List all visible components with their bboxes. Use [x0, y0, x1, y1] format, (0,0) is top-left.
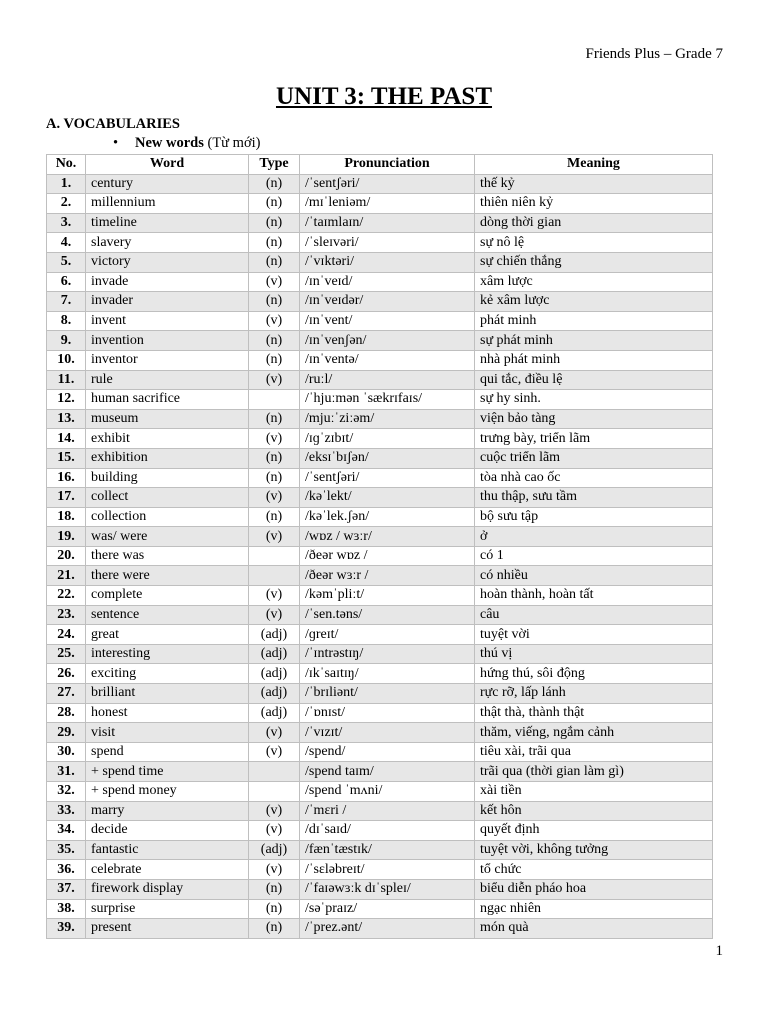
- cell-number: 33.: [47, 801, 86, 821]
- cell-number: 30.: [47, 742, 86, 762]
- cell-word: + spend money: [86, 782, 249, 802]
- table-row: [47, 703, 713, 723]
- cell-number: 2.: [47, 194, 86, 214]
- table-row: [47, 468, 713, 488]
- cell-meaning: kết hôn: [475, 801, 713, 821]
- cell-number: 13.: [47, 409, 86, 429]
- cell-word: invention: [86, 331, 249, 351]
- cell-number: 38.: [47, 899, 86, 919]
- cell-meaning: kẻ xâm lược: [475, 292, 713, 312]
- table-row: [47, 625, 713, 645]
- cell-meaning: bộ sưu tập: [475, 507, 713, 527]
- cell-meaning: hoàn thành, hoàn tất: [475, 586, 713, 606]
- bullet-icon: •: [113, 135, 119, 151]
- cell-type: (n): [249, 468, 300, 488]
- cell-meaning: món quà: [475, 919, 713, 939]
- cell-type: (n): [249, 252, 300, 272]
- table-row: [47, 664, 713, 684]
- cell-type: (n): [249, 213, 300, 233]
- cell-number: 36.: [47, 860, 86, 880]
- cell-type: (adj): [249, 840, 300, 860]
- cell-word: honest: [86, 703, 249, 723]
- cell-pronunciation: /ˈvɪzɪt/: [300, 723, 475, 743]
- cell-type: (n): [249, 409, 300, 429]
- cell-type: [249, 566, 300, 586]
- table-row: [47, 370, 713, 390]
- cell-word: invent: [86, 311, 249, 331]
- bullet-new-words: [113, 135, 260, 152]
- cell-pronunciation: /spend taɪm/: [300, 762, 475, 782]
- cell-type: (v): [249, 586, 300, 606]
- header-course-name: Friends Plus – Grade 7: [585, 46, 723, 62]
- table-row: [47, 429, 713, 449]
- cell-type: (adj): [249, 703, 300, 723]
- cell-pronunciation: /kəˈlek.ʃən/: [300, 507, 475, 527]
- table-row: [47, 723, 713, 743]
- cell-pronunciation: /ɪnˈveɪd/: [300, 272, 475, 292]
- table-row: [47, 448, 713, 468]
- table-row: [47, 390, 713, 410]
- cell-type: (v): [249, 488, 300, 508]
- cell-meaning: ở: [475, 527, 713, 547]
- cell-meaning: có 1: [475, 546, 713, 566]
- cell-pronunciation: /ɪnˈvenʃən/: [300, 331, 475, 351]
- cell-pronunciation: /mɪˈleniəm/: [300, 194, 475, 214]
- cell-word: visit: [86, 723, 249, 743]
- cell-type: (n): [249, 350, 300, 370]
- table-row: [47, 684, 713, 704]
- cell-type: (n): [249, 919, 300, 939]
- cell-pronunciation: /ˈtaɪmlaɪn/: [300, 213, 475, 233]
- cell-meaning: cuộc triển lãm: [475, 448, 713, 468]
- cell-number: 34.: [47, 821, 86, 841]
- table-row: [47, 213, 713, 233]
- cell-word: exhibit: [86, 429, 249, 449]
- cell-type: (v): [249, 801, 300, 821]
- cell-type: (n): [249, 879, 300, 899]
- cell-word: victory: [86, 252, 249, 272]
- cell-pronunciation: /ˈfaɪəwɜːk dɪˈspleɪ/: [300, 879, 475, 899]
- cell-type: (n): [249, 292, 300, 312]
- cell-word: exciting: [86, 664, 249, 684]
- cell-word: museum: [86, 409, 249, 429]
- table-row: [47, 860, 713, 880]
- cell-number: 17.: [47, 488, 86, 508]
- table-row: [47, 311, 713, 331]
- cell-meaning: biểu diễn pháo hoa: [475, 879, 713, 899]
- cell-pronunciation: /eksɪˈbɪʃən/: [300, 448, 475, 468]
- cell-word: firework display: [86, 879, 249, 899]
- cell-number: 23.: [47, 605, 86, 625]
- cell-type: (v): [249, 527, 300, 547]
- cell-pronunciation: /ˈsleɪvəri/: [300, 233, 475, 253]
- cell-number: 24.: [47, 625, 86, 645]
- cell-pronunciation: /ɪnˈveɪdər/: [300, 292, 475, 312]
- cell-meaning: ngạc nhiên: [475, 899, 713, 919]
- cell-word: present: [86, 919, 249, 939]
- cell-type: (v): [249, 311, 300, 331]
- cell-meaning: nhà phát minh: [475, 350, 713, 370]
- cell-meaning: thăm, viếng, ngắm cảnh: [475, 723, 713, 743]
- cell-number: 5.: [47, 252, 86, 272]
- cell-pronunciation: /ˈsɛləbreɪt/: [300, 860, 475, 880]
- table-row: [47, 879, 713, 899]
- cell-word: exhibition: [86, 448, 249, 468]
- cell-number: 11.: [47, 370, 86, 390]
- column-header-meaning: Meaning: [475, 155, 713, 175]
- table-row: [47, 919, 713, 939]
- cell-meaning: rực rỡ, lấp lánh: [475, 684, 713, 704]
- table-row: [47, 762, 713, 782]
- cell-meaning: trưng bày, triển lãm: [475, 429, 713, 449]
- cell-number: 16.: [47, 468, 86, 488]
- table-row: [47, 782, 713, 802]
- cell-pronunciation: /ˈsentʃəri/: [300, 468, 475, 488]
- cell-number: 39.: [47, 919, 86, 939]
- cell-pronunciation: /ˈhjuːmən ˈsækrɪfaɪs/: [300, 390, 475, 410]
- cell-pronunciation: /fænˈtæstɪk/: [300, 840, 475, 860]
- cell-type: (n): [249, 194, 300, 214]
- cell-type: (n): [249, 174, 300, 194]
- cell-meaning: viện bảo tàng: [475, 409, 713, 429]
- bullet-subtext: (Từ mới): [203, 135, 261, 151]
- cell-pronunciation: /kəmˈpliːt/: [300, 586, 475, 606]
- cell-pronunciation: /ˈsentʃəri/: [300, 174, 475, 194]
- cell-number: 32.: [47, 782, 86, 802]
- cell-word: slavery: [86, 233, 249, 253]
- cell-pronunciation: /ˈbrɪliənt/: [300, 684, 475, 704]
- table-row: [47, 409, 713, 429]
- cell-word: was/ were: [86, 527, 249, 547]
- cell-meaning: hứng thú, sôi động: [475, 664, 713, 684]
- cell-pronunciation: /ˈprez.ənt/: [300, 919, 475, 939]
- cell-type: (adj): [249, 625, 300, 645]
- table-row: [47, 194, 713, 214]
- cell-pronunciation: /kəˈlekt/: [300, 488, 475, 508]
- cell-meaning: dòng thời gian: [475, 213, 713, 233]
- table-row: [47, 331, 713, 351]
- cell-word: invade: [86, 272, 249, 292]
- cell-meaning: quyết định: [475, 821, 713, 841]
- cell-meaning: thế kỷ: [475, 174, 713, 194]
- cell-number: 20.: [47, 546, 86, 566]
- cell-pronunciation: /ɪnˈventə/: [300, 350, 475, 370]
- cell-type: (adj): [249, 684, 300, 704]
- cell-number: 18.: [47, 507, 86, 527]
- cell-meaning: câu: [475, 605, 713, 625]
- cell-number: 25.: [47, 644, 86, 664]
- cell-type: (v): [249, 370, 300, 390]
- cell-word: sentence: [86, 605, 249, 625]
- vocabulary-table: [46, 154, 713, 939]
- cell-number: 26.: [47, 664, 86, 684]
- cell-meaning: thu thập, sưu tầm: [475, 488, 713, 508]
- unit-title: UNIT 3: THE PAST: [275, 83, 493, 110]
- cell-pronunciation: /ˈɒnɪst/: [300, 703, 475, 723]
- cell-pronunciation: /spend/: [300, 742, 475, 762]
- cell-type: (adj): [249, 664, 300, 684]
- table-row: [47, 742, 713, 762]
- cell-number: 35.: [47, 840, 86, 860]
- cell-pronunciation: /wɒz / wɜːr/: [300, 527, 475, 547]
- cell-meaning: sự hy sinh.: [475, 390, 713, 410]
- cell-number: 14.: [47, 429, 86, 449]
- cell-number: 27.: [47, 684, 86, 704]
- cell-word: brilliant: [86, 684, 249, 704]
- cell-meaning: có nhiều: [475, 566, 713, 586]
- table-row: [47, 801, 713, 821]
- cell-number: 7.: [47, 292, 86, 312]
- table-body: [47, 174, 713, 938]
- table-row: [47, 272, 713, 292]
- cell-number: 19.: [47, 527, 86, 547]
- cell-meaning: xâm lược: [475, 272, 713, 292]
- table-header-row: [47, 155, 713, 175]
- cell-number: 1.: [47, 174, 86, 194]
- cell-pronunciation: /ɪnˈvent/: [300, 311, 475, 331]
- cell-word: building: [86, 468, 249, 488]
- cell-type: (n): [249, 899, 300, 919]
- cell-pronunciation: /ðeər wɜːr /: [300, 566, 475, 586]
- cell-number: 15.: [47, 448, 86, 468]
- cell-word: decide: [86, 821, 249, 841]
- cell-number: 22.: [47, 586, 86, 606]
- cell-number: 9.: [47, 331, 86, 351]
- cell-pronunciation: /ɪɡˈzɪbɪt/: [300, 429, 475, 449]
- column-header-word: Word: [86, 155, 249, 175]
- cell-type: (v): [249, 860, 300, 880]
- cell-type: (v): [249, 429, 300, 449]
- table-row: [47, 840, 713, 860]
- cell-word: fantastic: [86, 840, 249, 860]
- cell-number: 31.: [47, 762, 86, 782]
- cell-number: 6.: [47, 272, 86, 292]
- cell-word: spend: [86, 742, 249, 762]
- cell-pronunciation: /mjuːˈziːəm/: [300, 409, 475, 429]
- cell-word: invader: [86, 292, 249, 312]
- cell-word: marry: [86, 801, 249, 821]
- cell-pronunciation: /ɪkˈsaɪtɪŋ/: [300, 664, 475, 684]
- cell-pronunciation: /ˈvɪktəri/: [300, 252, 475, 272]
- cell-pronunciation: /ruːl/: [300, 370, 475, 390]
- cell-word: human sacrifice: [86, 390, 249, 410]
- cell-word: complete: [86, 586, 249, 606]
- table-row: [47, 488, 713, 508]
- section-heading: A. VOCABULARIES: [46, 116, 180, 132]
- table-row: [47, 174, 713, 194]
- cell-meaning: tuyệt vời: [475, 625, 713, 645]
- cell-type: (v): [249, 605, 300, 625]
- cell-word: there was: [86, 546, 249, 566]
- table-row: [47, 899, 713, 919]
- cell-number: 12.: [47, 390, 86, 410]
- cell-word: + spend time: [86, 762, 249, 782]
- cell-type: (n): [249, 507, 300, 527]
- column-header-type: Type: [249, 155, 300, 175]
- table-row: [47, 527, 713, 547]
- cell-type: [249, 782, 300, 802]
- cell-pronunciation: /spend ˈmʌni/: [300, 782, 475, 802]
- bullet-bold-text: New words: [135, 135, 204, 151]
- cell-number: 37.: [47, 879, 86, 899]
- cell-type: (n): [249, 331, 300, 351]
- table-row: [47, 252, 713, 272]
- cell-number: 10.: [47, 350, 86, 370]
- cell-type: (adj): [249, 644, 300, 664]
- cell-word: interesting: [86, 644, 249, 664]
- cell-pronunciation: /səˈpraɪz/: [300, 899, 475, 919]
- cell-meaning: thiên niên kỷ: [475, 194, 713, 214]
- cell-number: 28.: [47, 703, 86, 723]
- cell-type: (n): [249, 448, 300, 468]
- cell-meaning: tiêu xài, trãi qua: [475, 742, 713, 762]
- cell-pronunciation: /ˈɪntrəstɪŋ/: [300, 644, 475, 664]
- cell-type: [249, 762, 300, 782]
- cell-pronunciation: /ðeər wɒz /: [300, 546, 475, 566]
- cell-type: (n): [249, 233, 300, 253]
- cell-meaning: sự nô lệ: [475, 233, 713, 253]
- cell-word: collect: [86, 488, 249, 508]
- table-row: [47, 507, 713, 527]
- cell-word: inventor: [86, 350, 249, 370]
- cell-word: rule: [86, 370, 249, 390]
- cell-type: [249, 390, 300, 410]
- column-header-no: No.: [47, 155, 86, 175]
- table-row: [47, 546, 713, 566]
- cell-pronunciation: /ˈsen.təns/: [300, 605, 475, 625]
- cell-word: surprise: [86, 899, 249, 919]
- cell-meaning: xài tiền: [475, 782, 713, 802]
- table-row: [47, 821, 713, 841]
- cell-pronunciation: /ɡreɪt/: [300, 625, 475, 645]
- cell-meaning: tuyệt vời, không tưởng: [475, 840, 713, 860]
- cell-meaning: sự phát minh: [475, 331, 713, 351]
- table-row: [47, 644, 713, 664]
- table-row: [47, 350, 713, 370]
- cell-number: 8.: [47, 311, 86, 331]
- cell-word: timeline: [86, 213, 249, 233]
- cell-number: 4.: [47, 233, 86, 253]
- cell-number: 21.: [47, 566, 86, 586]
- table-row: [47, 233, 713, 253]
- cell-type: [249, 546, 300, 566]
- column-header-pronunciation: Pronunciation: [300, 155, 475, 175]
- cell-type: (v): [249, 272, 300, 292]
- table-row: [47, 586, 713, 606]
- cell-meaning: tòa nhà cao ốc: [475, 468, 713, 488]
- cell-type: (v): [249, 821, 300, 841]
- cell-meaning: tổ chức: [475, 860, 713, 880]
- cell-meaning: thú vị: [475, 644, 713, 664]
- cell-number: 3.: [47, 213, 86, 233]
- cell-word: century: [86, 174, 249, 194]
- table-row: [47, 292, 713, 312]
- table-row: [47, 566, 713, 586]
- cell-meaning: sự chiến thắng: [475, 252, 713, 272]
- table-row: [47, 605, 713, 625]
- cell-word: millennium: [86, 194, 249, 214]
- cell-number: 29.: [47, 723, 86, 743]
- cell-meaning: thật thà, thành thật: [475, 703, 713, 723]
- cell-word: great: [86, 625, 249, 645]
- cell-pronunciation: /dɪˈsaɪd/: [300, 821, 475, 841]
- cell-type: (v): [249, 742, 300, 762]
- page-number: 1: [715, 943, 723, 959]
- cell-word: celebrate: [86, 860, 249, 880]
- cell-pronunciation: /ˈmɛri /: [300, 801, 475, 821]
- cell-type: (v): [249, 723, 300, 743]
- cell-meaning: qui tắc, điều lệ: [475, 370, 713, 390]
- cell-word: collection: [86, 507, 249, 527]
- cell-meaning: phát minh: [475, 311, 713, 331]
- cell-word: there were: [86, 566, 249, 586]
- cell-meaning: trãi qua (thời gian làm gì): [475, 762, 713, 782]
